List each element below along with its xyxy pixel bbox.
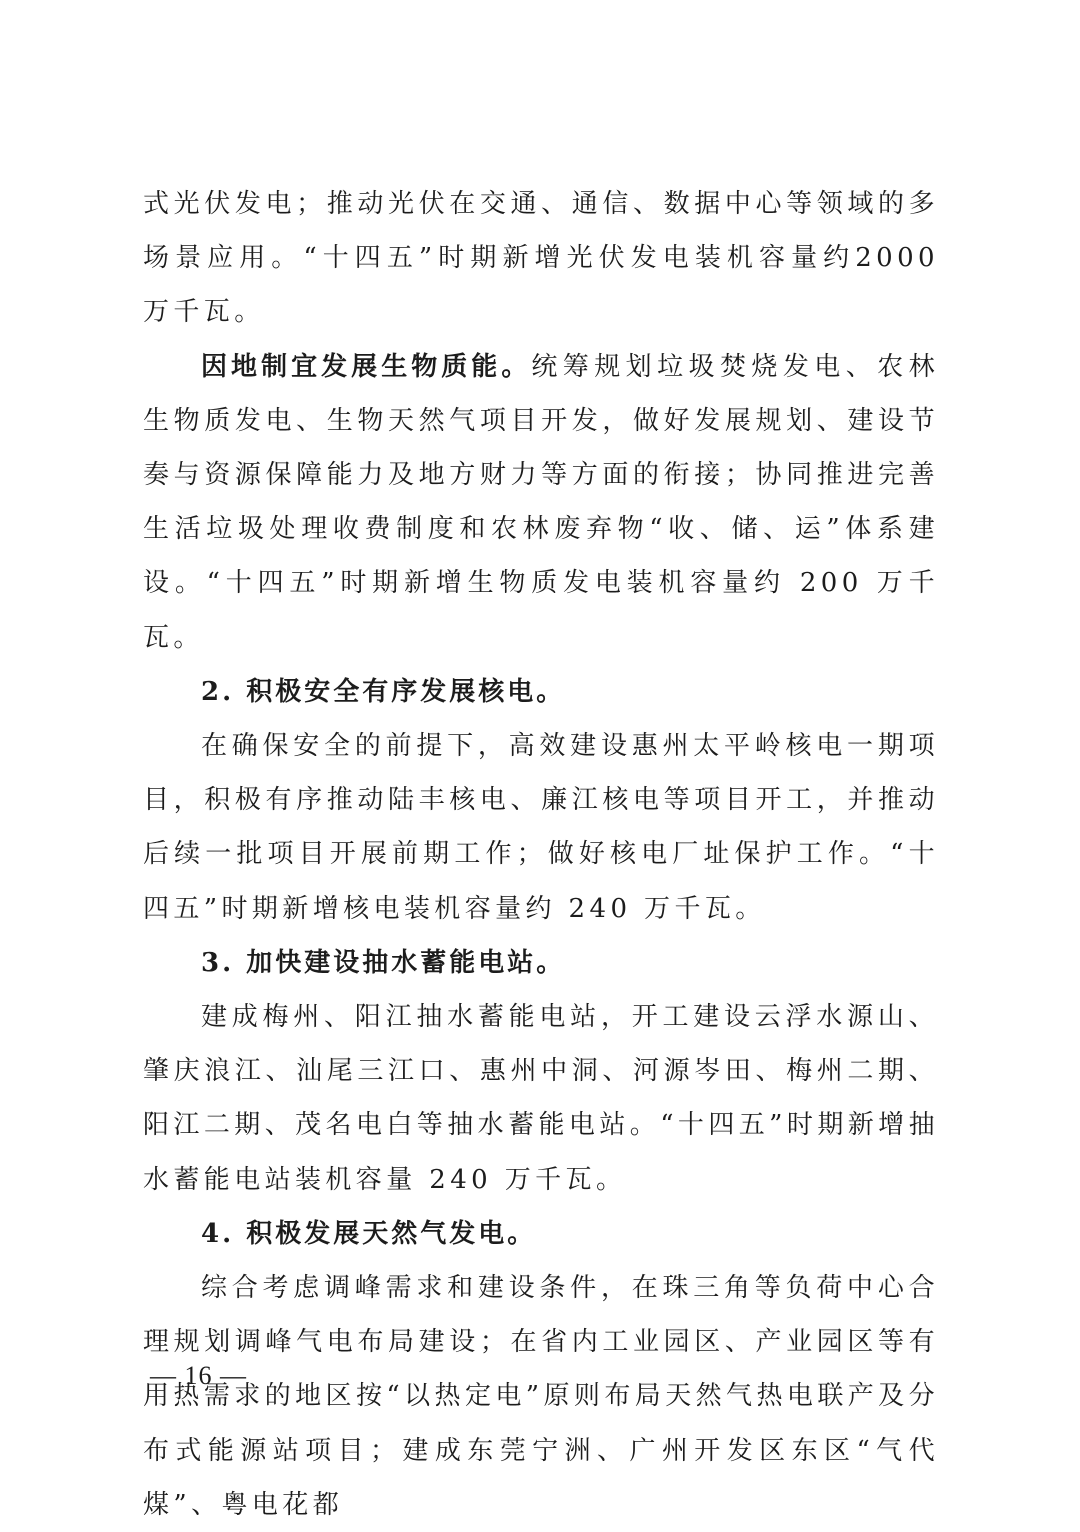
paragraph-text: 建成梅州、阳江抽水蓄能电站，开工建设云浮水源山、肇庆浪江、汕尾三江口、惠州中洞、河源岑田、梅州二期、阳江二期、茂名电白等抽水蓄能电站。“十四五”时期新增抽水蓄能电站装机容量 240 万千瓦。 [143,1002,939,1195]
paragraph-text: 统筹规划垃圾焚烧发电、农林生物质发电、生物天然气项目开发，做好发展规划、建设节奏与资源保障能力及地方财力等方面的衔接；协同推进完善生活垃圾处理收费制度和农林废弃物“收、储、运”体系建设。“十四五”时期新增生物质发电装机容量约 200 万千瓦。 [143,351,939,653]
paragraph-text: 式光伏发电；推动光伏在交通、通信、数据中心等领域的多场景应用。“十四五”时期新增光伏发电装机容量约2000 万千瓦。 [143,189,939,328]
paragraph-lead: 因地制宜发展生物质能。 [201,351,532,382]
paragraph-pumped-storage [143,990,939,1207]
paragraph-gas-power [143,1261,939,1532]
paragraph-biomass [143,340,939,665]
paragraph-text: 在确保安全的前提下，高效建设惠州太平岭核电一期项目，积极有序推动陆丰核电、廉江核电等项目开工，并推动后续一批项目开展前期工作；做好核电厂址保护工作。“十四五”时期新增核电装机容量约 240 万千瓦。 [143,731,939,924]
paragraph-nuclear [143,719,939,936]
section-heading-pumped-storage: 3. 加快建设抽水蓄能电站。 [201,947,566,978]
paragraph-text: 综合考虑调峰需求和建设条件，在珠三角等负荷中心合理规划调峰气电布局建设；在省内工业园区、产业园区等有用热需求的地区按“以热定电”原则布局天然气热电联产及分布式能源站项目；建成东莞宁洲、广州开发区东区“气代煤”、粤电花都 [143,1273,939,1520]
body-text [143,177,939,1532]
paragraph-solar-continued [143,177,939,340]
section-heading-nuclear: 2. 积极安全有序发展核电。 [201,676,566,707]
section-heading-gas-power: 4. 积极发展天然气发电。 [201,1218,537,1249]
page-number: — 16 — [150,1361,247,1390]
